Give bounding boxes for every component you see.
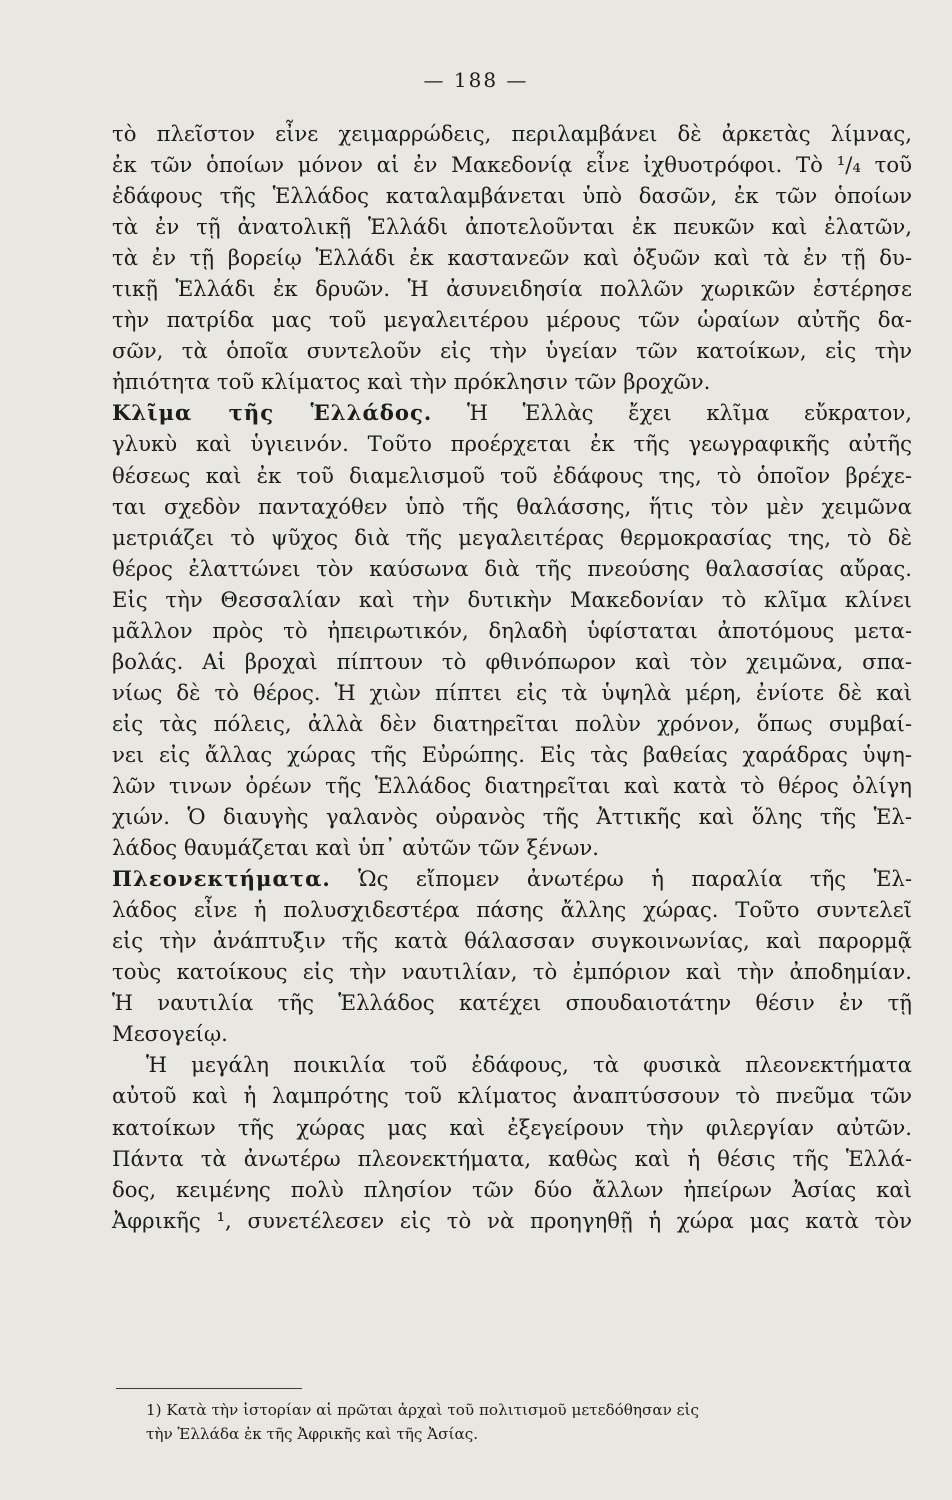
text-line: θέσεως καὶ ἐκ τοῦ διαμελισμοῦ τοῦ ἐδάφους της, τὸ ὁποῖον βρέχε-: [112, 462, 912, 488]
paragraph-advantages: [112, 863, 912, 1049]
text-line: αὐτοῦ καὶ ἡ λαμπρότης τοῦ κλίματος ἀναπτύσσουν τὸ πνεῦμα τῶν: [112, 1083, 912, 1109]
text-line: τὴν πατρίδα μας τοῦ μεγαλειτέρου μέρους τῶν ὡραίων αὐτῆς δα-: [112, 307, 912, 333]
paragraph-forests: [112, 118, 912, 397]
paragraph-climate: [112, 397, 912, 863]
text-run: Ὡς εἴπομεν ἀνωτέρω ἡ παραλία τῆς Ἑλ-: [330, 866, 912, 892]
text-line: νει εἰς ἄλλας χώρας τῆς Εὐρώπης. Εἰς τὰς βαθείας χαράδρας ὑψη-: [112, 741, 912, 767]
text-line: ται σχεδὸν πανταχόθεν ὑπὸ τῆς θαλάσσης, ἥτις τὸν μὲν χειμῶνα: [112, 493, 912, 519]
text-line: ἠπιότητα τοῦ κλίματος καὶ τὴν πρόκλησιν τῶν βροχῶν.: [112, 369, 711, 395]
text-line: γλυκὺ καὶ ὑγιεινόν. Τοῦτο προέρχεται ἐκ τῆς γεωγραφικῆς αὐτῆς: [112, 431, 912, 457]
text-line: μετριάζει τὸ ψῦχος διὰ τῆς μεγαλειτέρας θερμοκρασίας της, τὸ δὲ: [112, 524, 912, 550]
text-line: χιών. Ὁ διαυγὴς γαλανὸς οὐρανὸς τῆς Ἀττικῆς καὶ ὅλης τῆς Ἑλ-: [112, 804, 912, 830]
footnote-line: 1) Κατὰ τὴν ἱστορίαν αἱ πρῶται ἀρχαὶ τοῦ πολιτισμοῦ μετεδόθησαν εἰς: [146, 1401, 699, 1419]
text-line: τὸ πλεῖστον εἶνε χειμαρρώδεις, περιλαμβάνει δὲ ἀρκετὰς λίμνας,: [112, 121, 912, 146]
text-line: θέρος ἐλαττώνει τὸν καύσωνα διὰ τῆς πνεούσης θαλασσίας αὔρας.: [112, 555, 912, 581]
section-heading-advantages: Πλεονεκτήματα.: [112, 866, 331, 892]
text-line: ἐκ τῶν ὁποίων μόνον αἱ ἐν Μακεδονίᾳ εἶνε ἰχθυοτρόφοι. Τὸ ¹/₄ τοῦ: [112, 152, 912, 178]
text-line: λάδος θαυμάζεται καὶ ὑπ᾽ αὐτῶν τῶν ξένων.: [112, 835, 599, 861]
text-line: τὰ ἐν τῇ βορείῳ Ἑλλάδι ἐκ καστανεῶν καὶ ὀξυῶν καὶ τὰ ἐν τῇ δυ-: [112, 245, 912, 271]
page-number: — 188 —: [423, 68, 529, 92]
text-line: λάδος εἶνε ἡ πολυσχιδεστέρα πάσης ἄλλης χώρας. Τοῦτο συντελεῖ: [112, 897, 912, 923]
text-line: κατοίκων τῆς χώρας μας καὶ ἐξεγείρουν τὴν φιλεργίαν αὐτῶν.: [112, 1114, 912, 1140]
text-line: εἰς τὴν ἀνάπτυξιν τῆς κατὰ θάλασσαν συγκοινωνίας, καὶ παρορμᾷ: [112, 928, 912, 954]
text-line: Μεσογείῳ.: [112, 1021, 228, 1047]
body-text: [112, 118, 912, 1236]
text-line: τικῇ Ἑλλάδι ἐκ δρυῶν. Ἡ ἀσυνειδησία πολλῶν χωρικῶν ἐστέρησε: [112, 276, 912, 302]
paragraph-variety: [112, 1049, 912, 1235]
text-line: νίως δὲ τὸ θέρος. Ἡ χιὼν πίπτει εἰς τὰ ὑψηλὰ μέρη, ἐνίοτε δὲ καὶ: [112, 679, 912, 705]
text-line: βολάς. Αἱ βροχαὶ πίπτουν τὸ φθινόπωρον καὶ τὸν χειμῶνα, σπα-: [112, 648, 912, 674]
text-line: Ἀφρικῆς ¹, συνετέλεσεν εἰς τὸ νὰ προηγηθῇ ἡ χώρα μας κατὰ τὸν: [112, 1207, 912, 1233]
text-line: εἰς τὰς πόλεις, ἀλλὰ δὲν διατηρεῖται πολὺν χρόνον, ὅπως συμβαί-: [112, 710, 912, 736]
text-line: Ἡ ναυτιλία τῆς Ἑλλάδος κατέχει σπουδαιοτάτην θέσιν ἐν τῇ: [112, 990, 912, 1016]
text-line: τοὺς κατοίκους εἰς τὴν ναυτιλίαν, τὸ ἐμπόριον καὶ τὴν ἀποδημίαν.: [112, 959, 912, 985]
section-heading-climate: Κλῖμα τῆς Ἑλλάδος.: [112, 400, 433, 426]
footnote-divider: [116, 1388, 302, 1389]
text-line: σῶν, τὰ ὁποῖα συντελοῦν εἰς τὴν ὑγείαν τῶν κατοίκων, εἰς τὴν: [112, 338, 912, 364]
text-line: Πάντα τὰ ἀνωτέρω πλεονεκτήματα, καθὼς καὶ ἡ θέσις τῆς Ἑλλά-: [112, 1145, 912, 1171]
text-line: Ἡ μεγάλη ποικιλία τοῦ ἐδάφους, τὰ φυσικὰ πλεονεκτήματα: [146, 1052, 912, 1078]
heading-line: [112, 397, 912, 428]
footnotes: [146, 1398, 912, 1446]
heading-line: [112, 863, 912, 894]
text-line: μᾶλλον πρὸς τὸ ἠπειρωτικόν, δηλαδὴ ὑφίσταται ἀποτόμους μετα-: [112, 617, 912, 643]
text-line: λῶν τινων ὀρέων τῆς Ἑλλάδος διατηρεῖται καὶ κατὰ τὸ θέρος ὀλίγη: [112, 772, 912, 798]
text-line: Εἰς τὴν Θεσσαλίαν καὶ τὴν δυτικὴν Μακεδονίαν τὸ κλῖμα κλίνει: [112, 586, 912, 612]
footnote-line: τὴν Ἑλλάδα ἐκ τῆς Ἀφρικῆς καὶ τῆς Ἀσίας.: [146, 1425, 479, 1443]
text-line: δος, κειμένης πολὺ πλησίον τῶν δύο ἄλλων ἠπείρων Ἀσίας καὶ: [112, 1176, 912, 1202]
text-line: τὰ ἐν τῇ ἀνατολικῇ Ἑλλάδι ἀποτελοῦνται ἐκ πευκῶν καὶ ἐλατῶν,: [112, 214, 912, 240]
text-line: ἐδάφους τῆς Ἑλλάδος καταλαμβάνεται ὑπὸ δασῶν, ἐκ τῶν ὁποίων: [112, 183, 912, 209]
text-run: Ἡ Ἑλλὰς ἔχει κλῖμα εὔκρατον,: [432, 400, 912, 426]
